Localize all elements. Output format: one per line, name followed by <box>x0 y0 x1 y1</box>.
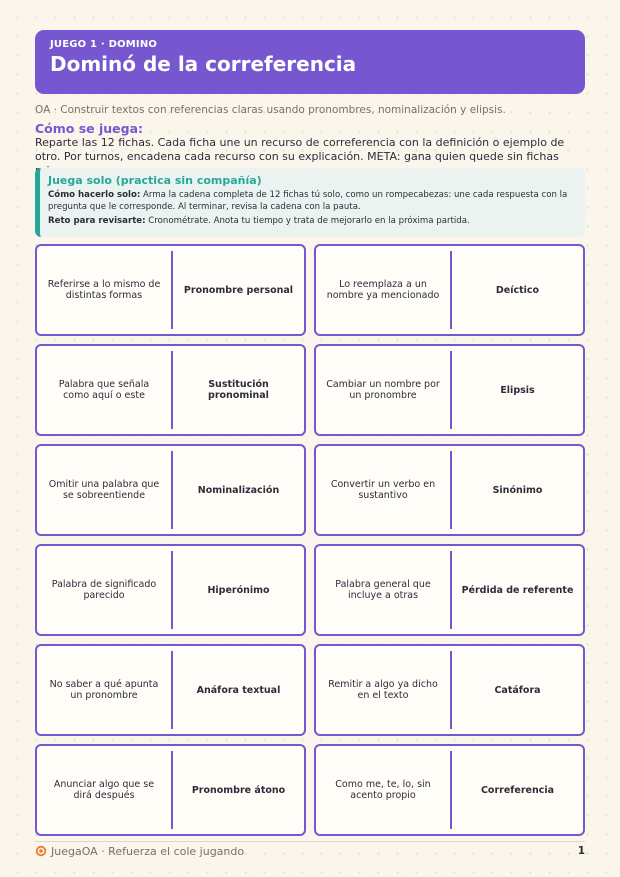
domino-tile[interactable] <box>314 444 585 536</box>
tile-term: Correferencia <box>480 784 555 796</box>
learning-objective: OA · Construir textos con referencias claras usando pronombres, nominalización y elipsis. <box>35 104 506 116</box>
tile-definition: Anunciar algo que se dirá después <box>53 779 155 801</box>
tile-term: Pérdida de referente <box>461 584 574 596</box>
tile-term: Nominalización <box>197 484 280 496</box>
domino-tile[interactable] <box>314 744 585 836</box>
domino-tile[interactable] <box>314 544 585 636</box>
domino-tile[interactable] <box>314 244 585 336</box>
solo-how-paragraph <box>48 189 575 213</box>
solo-how-text: Arma la cadena completa de 12 fichas tú solo, como un rompecabezas: une cada respuesta con la pregunta que le corresponde. Al terminar, revisa la cadena con la pauta. <box>48 190 568 212</box>
solo-challenge-text: Cronométrate. Anota tu tiempo y trata de mejorarlo en la próxima partida. <box>145 216 470 226</box>
footer-divider <box>35 841 585 842</box>
domino-tile[interactable] <box>35 244 306 336</box>
page-number: 1 <box>577 845 585 857</box>
tile-definition: Lo reemplaza a un nombre ya mencionado <box>326 279 440 301</box>
solo-challenge-label: Reto para revisarte: <box>48 216 146 226</box>
tile-term: Pronombre personal <box>183 284 294 296</box>
tile-term: Pronombre átono <box>191 784 286 796</box>
domino-tile[interactable] <box>35 644 306 736</box>
tile-term: Hiperónimo <box>207 584 270 596</box>
footer-brand: JuegaOA · Refuerza el cole jugando <box>51 844 245 858</box>
domino-tile[interactable] <box>35 544 306 636</box>
target-icon <box>35 845 47 857</box>
domino-tile[interactable] <box>35 744 306 836</box>
tile-definition: Palabra general que incluye a otras <box>335 579 431 601</box>
solo-play-title: Juega solo (practica sin compañía) <box>48 174 262 187</box>
solo-how-label: Cómo hacerlo solo: <box>48 190 141 200</box>
tile-definition: No saber a qué apunta un pronombre <box>49 679 159 701</box>
tile-definition: Remitir a algo ya dicho en el texto <box>328 679 438 701</box>
tile-definition: Palabra que señala como aquí o este <box>58 379 150 401</box>
domino-tile[interactable] <box>314 344 585 436</box>
tile-definition: Como me, te, lo, sin acento propio <box>335 779 431 801</box>
tile-term: Elipsis <box>500 384 535 396</box>
solo-challenge-paragraph <box>48 215 575 227</box>
tile-definition: Referirse a lo mismo de distintas formas <box>47 279 161 301</box>
tile-term: Anáfora textual <box>196 684 281 696</box>
page-footer <box>35 843 585 859</box>
tile-definition: Convertir un verbo en sustantivo <box>330 479 436 501</box>
domino-tile[interactable] <box>35 344 306 436</box>
tile-term: Sustitución pronominal <box>208 379 269 401</box>
tile-term: Deíctico <box>495 284 540 296</box>
page-title: Dominó de la correferencia <box>50 52 357 76</box>
game-header <box>35 30 585 94</box>
game-kicker: JUEGO 1 · DOMINO <box>50 39 158 50</box>
how-to-play-text: Reparte las 12 fichas. Cada ficha une un recurso de correferencia con la definición o ejemplo de otro. Por turnos, encadena cada recurso con su explicación. META: gana quien quede sin fichas <box>35 136 565 163</box>
solo-play-box <box>35 168 585 237</box>
tile-definition: Omitir una palabra que se sobreentiende <box>48 479 160 501</box>
domino-tile[interactable] <box>35 444 306 536</box>
tile-term: Sinónimo <box>492 484 543 496</box>
domino-tile[interactable] <box>314 644 585 736</box>
how-to-play-title: Cómo se juega: <box>35 121 144 136</box>
tile-definition: Cambiar un nombre por un pronombre <box>326 379 440 401</box>
tile-term: Catáfora <box>494 684 541 696</box>
tile-definition: Palabra de significado parecido <box>51 579 157 601</box>
